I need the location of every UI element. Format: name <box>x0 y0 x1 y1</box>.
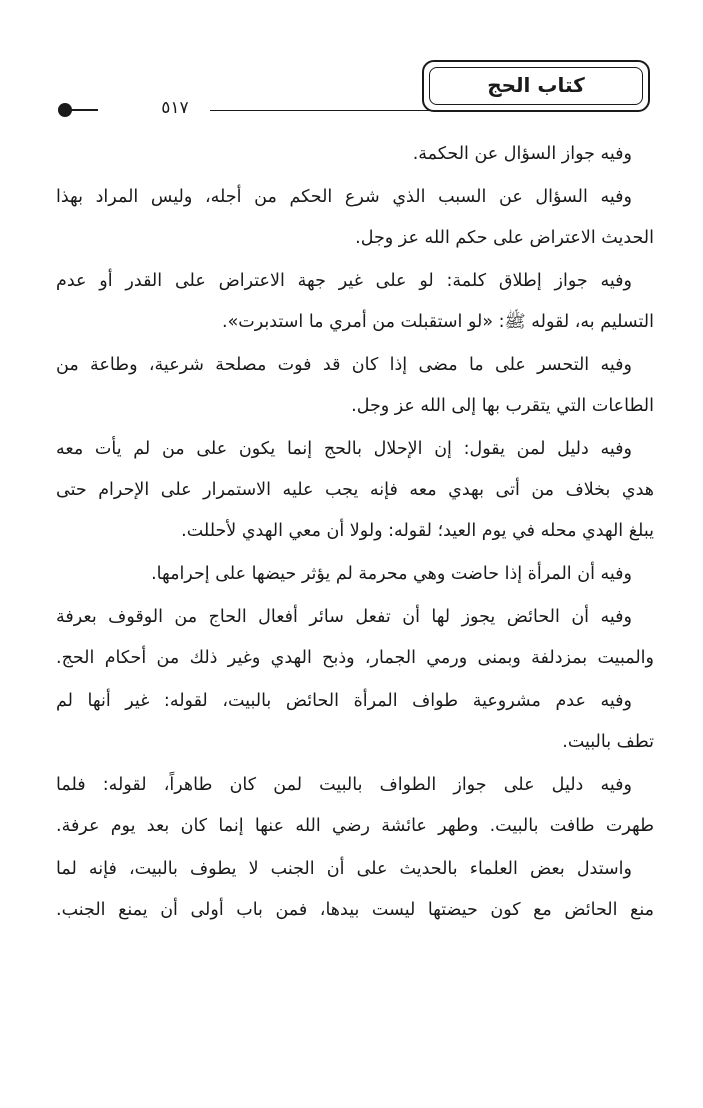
text-line: منع الحائض مع كون حيضتها ليست بيدها، فمن باب أولى أن يمنع الجنب. <box>56 900 654 920</box>
text-line: وفيه التحسر على ما مضى إذا كان قد فوت مصلحة شرعية، وطاعة من <box>56 355 632 375</box>
text-line: وفيه السؤال عن السبب الذي شرع الحكم من أجله، وليس المراد بهذا <box>56 187 632 207</box>
header-ornament-tail <box>70 109 98 111</box>
page-number: ٥١٧ <box>161 98 189 118</box>
chapter-title: كتاب الحج <box>487 73 585 97</box>
page-body <box>56 134 654 931</box>
text-line: طهرت طافت بالبيت. وطهر عائشة رضي الله عنها إنما كان بعد يوم عرفة. <box>56 816 654 836</box>
text-line: وفيه جواز السؤال عن الحكمة. <box>412 144 632 164</box>
chapter-title-frame <box>422 60 650 112</box>
text-line: الحديث الاعتراض على حكم الله عز وجل. <box>355 228 654 248</box>
text-line: تطف بالبيت. <box>562 732 654 752</box>
text-line: وفيه دليل على جواز الطواف بالبيت لمن كان طاهراً، لقوله: فلما <box>56 775 632 795</box>
page-header <box>40 52 650 132</box>
text-line: التسليم به، لقوله ﷺ: «لو استقبلت من أمري ما استدبرت». <box>222 312 654 332</box>
text-line: يبلغ الهدي محله في يوم العيد؛ لقوله: ولولا أن معي الهدي لأحللت. <box>181 521 654 541</box>
text-line: الطاعات التي يتقرب بها إلى الله عز وجل. <box>351 396 654 416</box>
text-line: والمبيت بمزدلفة وبمنى ورمي الجمار، وذبح الهدي وغير ذلك من أحكام الحج. <box>56 648 654 668</box>
text-line: وفيه دليل لمن يقول: إن الإحلال بالحج إنما يكون على من لم يأت معه <box>56 439 632 459</box>
text-line: هدي بخلاف من أتى بهدي معه فإنه يجب عليه الاستمرار على الإحرام حتى <box>56 480 654 500</box>
text-line: واستدل بعض العلماء بالحديث على أن الجنب لا يطوف بالبيت، فإنه لما <box>56 859 632 879</box>
text-line: وفيه جواز إطلاق كلمة: لو على غير جهة الاعتراض على القدر أو عدم <box>56 271 632 291</box>
text-line: وفيه أن المرأة إذا حاضت وهي محرمة لم يؤثر حيضها على إحرامها. <box>151 564 632 584</box>
text-line: وفيه عدم مشروعية طواف المرأة الحائض بالبيت، لقوله: غير أنها لم <box>56 691 632 711</box>
text-line: وفيه أن الحائض يجوز لها أن تفعل سائر أفعال الحاج من الوقوف بعرفة <box>56 607 632 627</box>
